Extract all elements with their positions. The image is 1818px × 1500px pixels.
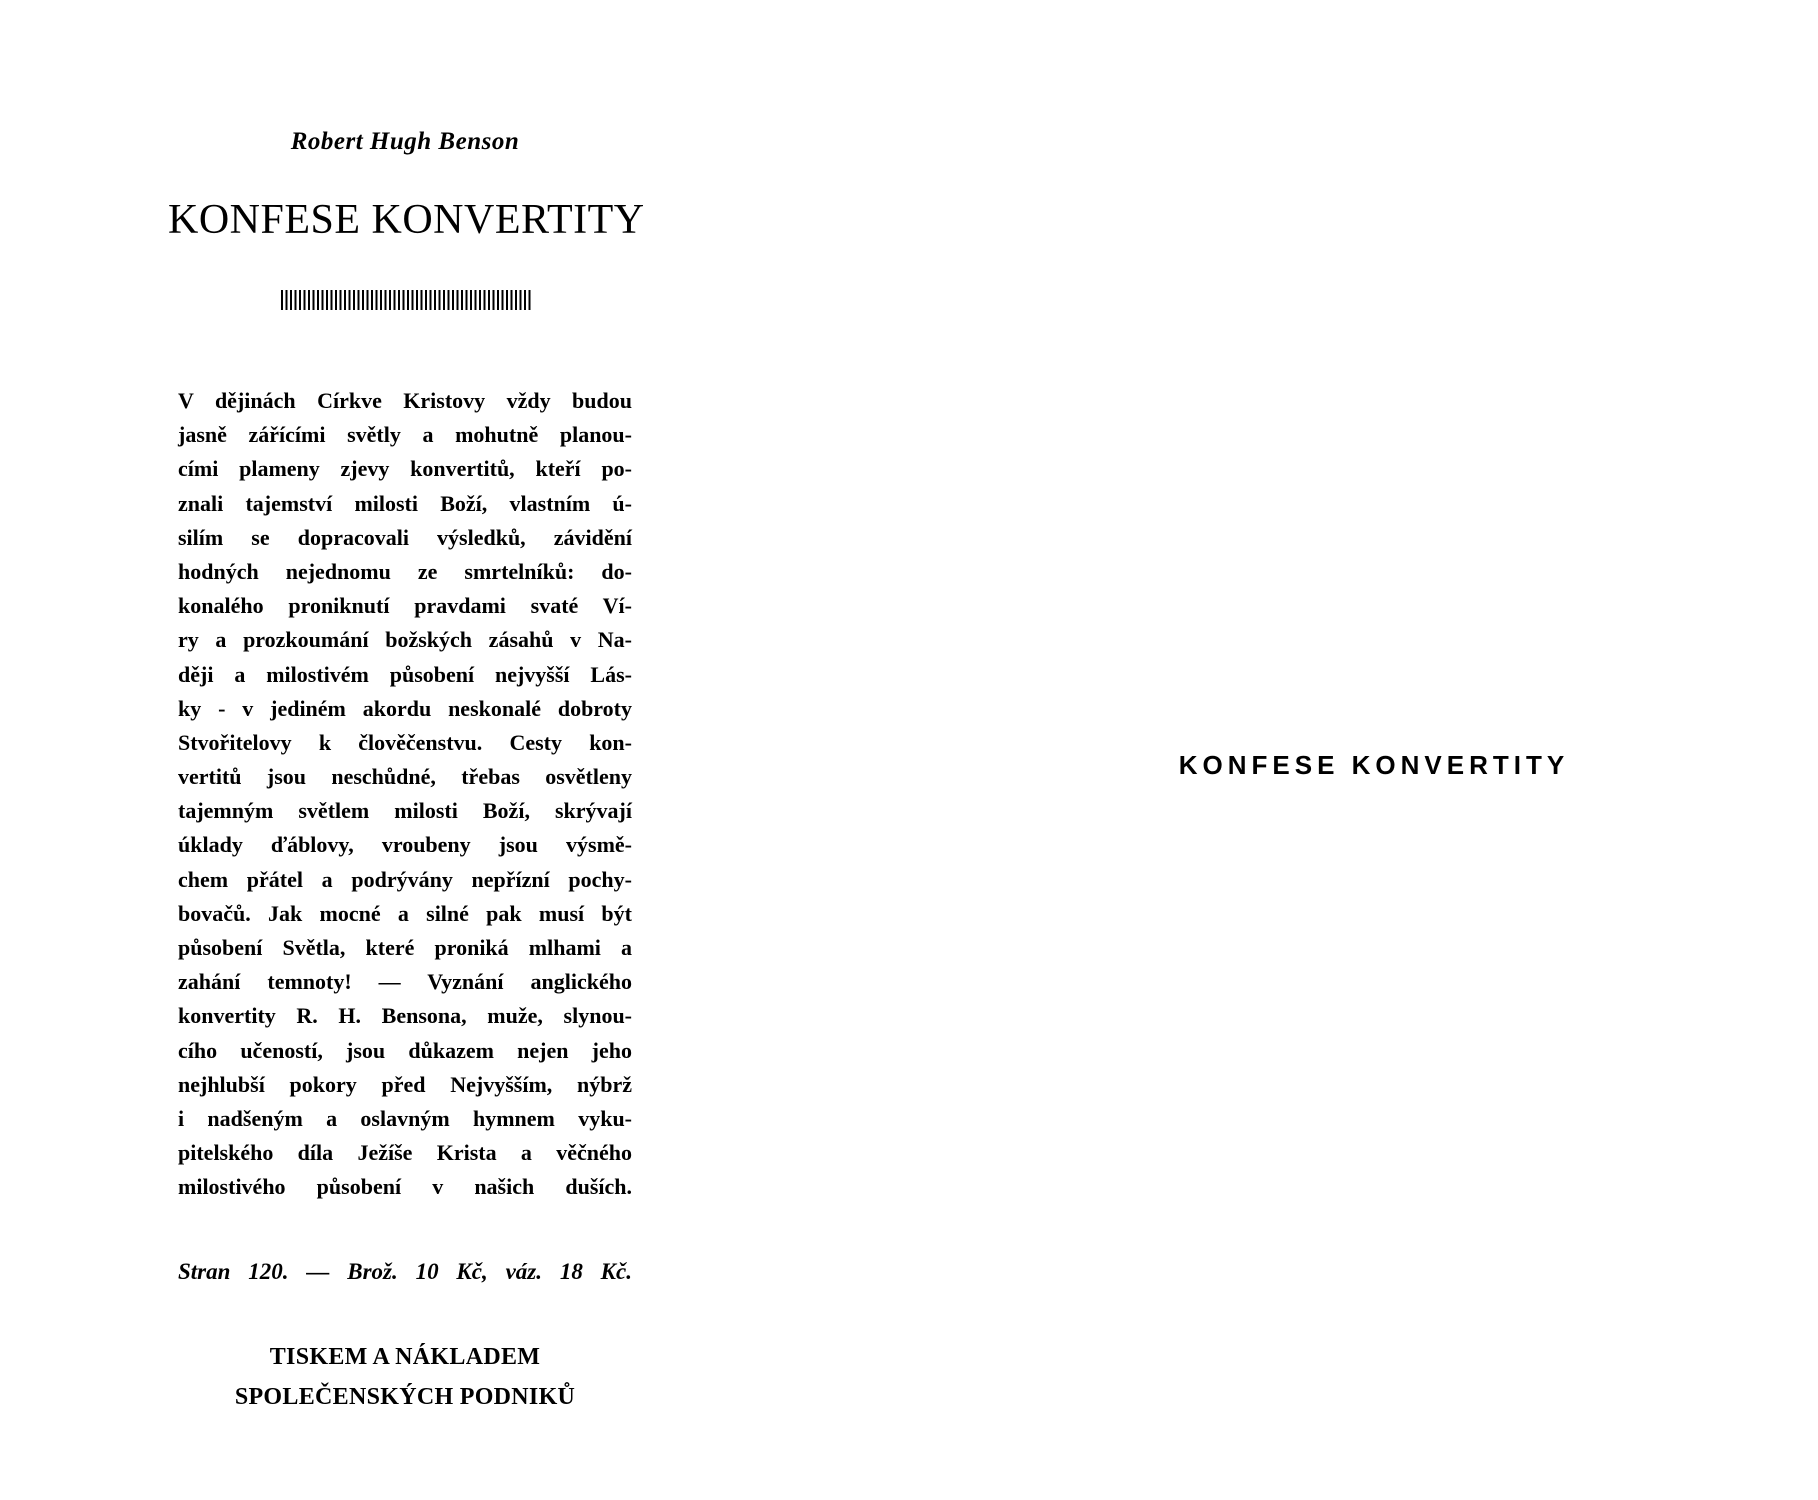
text-line: ději a milostivém působení nejvyšší Lás- [178,661,632,687]
price-line: Stran 120. — Brož. 10 Kč, váz. 18 Kč. [178,1259,632,1284]
author-name: Robert Hugh Benson [290,128,520,155]
text-line: konvertity R. H. Bensona, muže, slynou- [178,1003,632,1029]
decorative-rule [281,290,533,310]
text-line: tajemným světlem milosti Boží, skrývají [178,798,632,824]
imprint-line: TISKEM A NÁKLADEM [269,1344,541,1370]
text-line: V dějinách Církve Kristovy vždy budou [178,388,632,413]
publisher-imprint [168,1337,642,1417]
text-line: hodných nejednomu ze smrtelníků: do- [178,558,632,584]
text-line: ry a prozkoumání božských zásahů v Na- [178,627,632,653]
text-line: cího učeností, jsou důkazem nejen jeho [178,1037,632,1063]
text-line: chem přátel a podrývány nepřízní pochy- [178,866,632,892]
text-line: nejhlubší pokory před Nejvyšším, nýbrž [178,1071,632,1097]
text-line: vertitů jsou neschůdné, třebas osvětleny [178,764,632,790]
right-page [909,0,1818,1500]
text-line: Stvořitelovy k člověčenstvu. Cesty kon- [178,729,632,755]
text-line: jasně zářícími světly a mohutně planou- [178,422,632,448]
text-line: cími plameny zjevy konvertitů, kteří po- [178,456,632,482]
text-line: bovačů. Jak mocné a silné pak musí být [178,900,632,926]
text-line: ky - v jediném akordu neskonalé dobroty [178,695,632,721]
text-line: i nadšeným a oslavným hymnem vyku- [178,1105,632,1131]
text-line: konalého proniknutí pravdami svaté Ví- [178,593,632,619]
description-text [178,384,632,1205]
text-line: úklady ďáblovy, vroubeny jsou výsmě- [178,832,632,858]
text-line: silím se dopracovali výsledků, závidění [178,524,632,550]
text-line: znali tajemství milosti Boží, vlastním ú- [178,490,632,516]
text-line: milostivého působení v našich duších. [178,1174,632,1200]
text-line: působení Světla, které proniká mlhami a [178,935,632,960]
book-title: KONFESE KONVERTITY [168,197,645,243]
text-line: zahání temnoty! — Vyznání anglického [178,969,632,995]
imprint-line: SPOLEČENSKÝCH PODNIKŮ [234,1384,576,1410]
text-line: pitelského díla Ježíše Krista a věčného [178,1140,632,1166]
half-title: KONFESE KONVERTITY [1178,750,1570,780]
